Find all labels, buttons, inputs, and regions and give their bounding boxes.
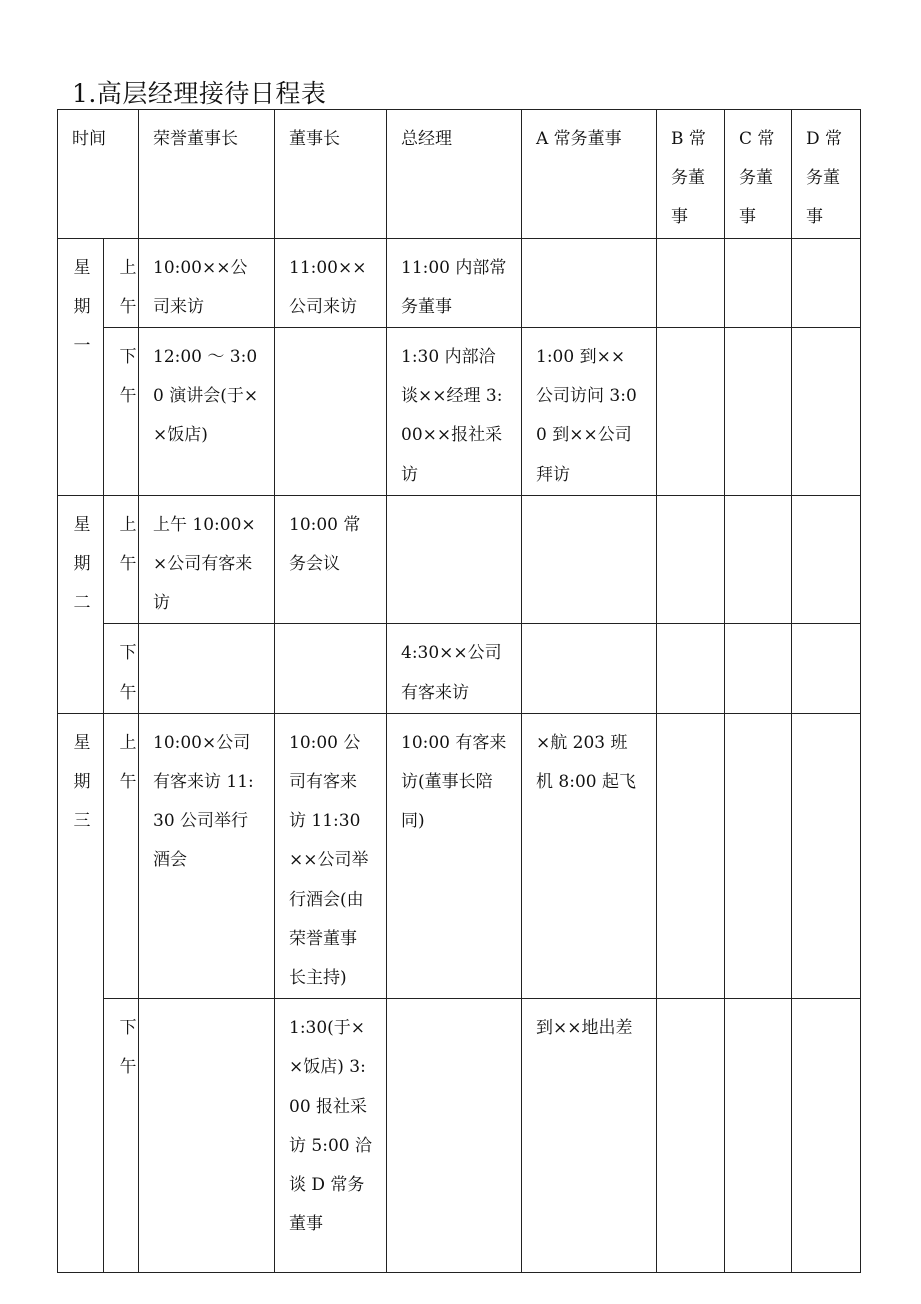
cell-director-d bbox=[792, 238, 861, 327]
cell-director-d bbox=[792, 624, 861, 713]
cell-general-manager: 11:00 内部常务董事 bbox=[387, 238, 522, 327]
cell-director-c bbox=[725, 999, 792, 1273]
half-day-label-text: 下午 bbox=[119, 643, 137, 703]
cell-director-c bbox=[725, 328, 792, 496]
cell-director-a bbox=[522, 238, 657, 327]
cell-director-a: 到××地出差 bbox=[522, 999, 657, 1273]
cell-honorary-chairman: 12:00 ～ 3:00 演讲会(于××饭店) bbox=[139, 328, 275, 496]
cell-director-b bbox=[657, 713, 725, 998]
cell-director-a: 1:00 到××公司访问 3:00 到××公司拜访 bbox=[522, 328, 657, 496]
header-director-a: A 常务董事 bbox=[522, 110, 657, 239]
table-row bbox=[58, 713, 861, 998]
half-day-label-text: 上午 bbox=[119, 257, 137, 317]
day-label bbox=[58, 713, 104, 1272]
cell-general-manager: 10:00 有客来访(董事长陪同) bbox=[387, 713, 522, 998]
header-director-c: C 常务董事 bbox=[725, 110, 792, 239]
cell-director-a: ×航 203 班机 8:00 起飞 bbox=[522, 713, 657, 998]
header-director-b: B 常务董事 bbox=[657, 110, 725, 239]
header-row bbox=[58, 110, 861, 239]
cell-chairman: 10:00 公司有客来访 11:30××公司举行酒会(由荣誉董事长主持) bbox=[275, 713, 387, 998]
half-day-label-text: 上午 bbox=[119, 514, 137, 575]
cell-director-c bbox=[725, 713, 792, 998]
cell-general-manager: 4:30××公司有客来访 bbox=[387, 624, 522, 713]
half-day-label bbox=[104, 624, 139, 713]
half-day-label bbox=[104, 495, 139, 624]
day-label-text: 星期二 bbox=[73, 514, 91, 614]
half-day-label-text: 上午 bbox=[119, 732, 137, 793]
cell-honorary-chairman: 上午 10:00××公司有客来访 bbox=[139, 495, 275, 624]
cell-chairman bbox=[275, 624, 387, 713]
cell-director-d bbox=[792, 495, 861, 624]
cell-director-c bbox=[725, 238, 792, 327]
schedule-table bbox=[57, 109, 861, 1273]
day-label bbox=[58, 495, 104, 713]
half-day-label bbox=[104, 328, 139, 496]
header-honorary-chairman: 荣誉董事长 bbox=[139, 110, 275, 239]
cell-general-manager bbox=[387, 495, 522, 624]
cell-director-b bbox=[657, 624, 725, 713]
day-label-text: 星期三 bbox=[73, 732, 91, 832]
cell-director-b bbox=[657, 999, 725, 1273]
cell-director-d bbox=[792, 328, 861, 496]
cell-director-b bbox=[657, 238, 725, 327]
half-day-label bbox=[104, 999, 139, 1273]
cell-director-a bbox=[522, 624, 657, 713]
cell-director-d bbox=[792, 713, 861, 998]
table-row bbox=[58, 495, 861, 624]
header-general-manager: 总经理 bbox=[387, 110, 522, 239]
table-row bbox=[58, 328, 861, 496]
cell-honorary-chairman bbox=[139, 624, 275, 713]
cell-honorary-chairman bbox=[139, 999, 275, 1273]
cell-director-c bbox=[725, 495, 792, 624]
cell-general-manager bbox=[387, 999, 522, 1273]
header-chairman: 董事长 bbox=[275, 110, 387, 239]
page-title: 1.高层经理接待日程表 bbox=[72, 79, 327, 108]
cell-director-d bbox=[792, 999, 861, 1273]
table-row bbox=[58, 624, 861, 713]
cell-chairman: 11:00××公司来访 bbox=[275, 238, 387, 327]
cell-honorary-chairman: 10:00××公司来访 bbox=[139, 238, 275, 327]
cell-general-manager: 1:30 内部洽谈××经理 3:00××报社采访 bbox=[387, 328, 522, 496]
cell-chairman: 1:30(于××饭店) 3:00 报社采访 5:00 洽谈 D 常务董事 bbox=[275, 999, 387, 1273]
header-time: 时间 bbox=[58, 110, 139, 239]
half-day-label-text: 下午 bbox=[119, 1018, 137, 1078]
table-row bbox=[58, 999, 861, 1273]
cell-honorary-chairman: 10:00×公司有客来访 11:30 公司举行酒会 bbox=[139, 713, 275, 998]
cell-director-a bbox=[522, 495, 657, 624]
cell-director-b bbox=[657, 328, 725, 496]
half-day-label-text: 下午 bbox=[119, 347, 137, 407]
header-director-d: D 常务董事 bbox=[792, 110, 861, 239]
half-day-label bbox=[104, 713, 139, 998]
cell-chairman bbox=[275, 328, 387, 496]
half-day-label bbox=[104, 238, 139, 327]
cell-director-c bbox=[725, 624, 792, 713]
cell-chairman: 10:00 常务会议 bbox=[275, 495, 387, 624]
day-label bbox=[58, 238, 104, 495]
cell-director-b bbox=[657, 495, 725, 624]
table-row bbox=[58, 238, 861, 327]
day-label-text: 星期一 bbox=[73, 257, 91, 357]
